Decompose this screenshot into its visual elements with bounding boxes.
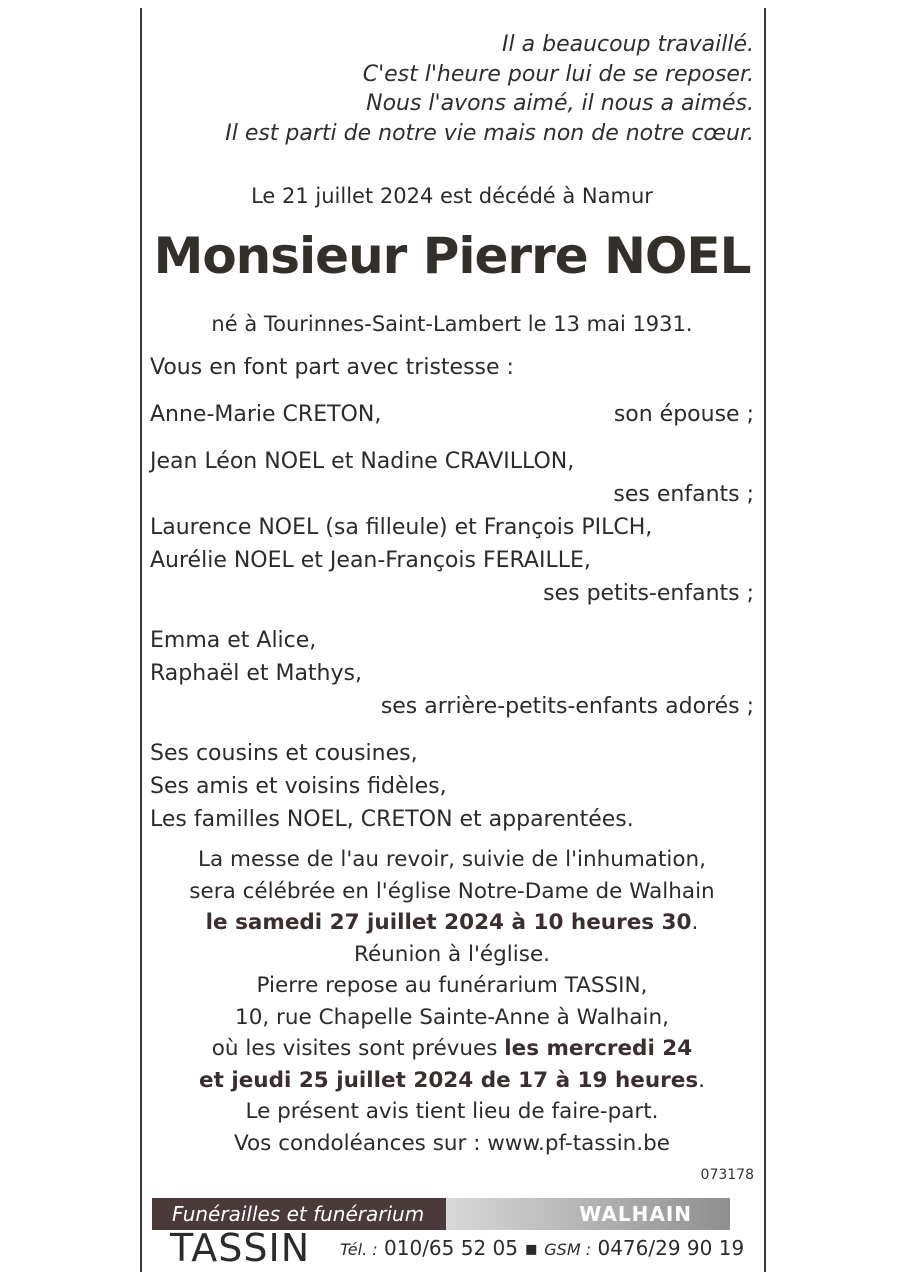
spouse-name: Anne-Marie CRETON,: [150, 402, 382, 427]
great-grandchildren-block: [150, 624, 754, 723]
ceremony-line: La messe de l'au revoir, suivie de l'inhumation,: [198, 847, 706, 872]
poem-line: Il est parti de notre vie mais non de notre cœur.: [225, 120, 754, 146]
deceased-name: Monsieur Pierre NOEL: [153, 227, 751, 285]
birth-info: né à Tourinnes-Saint-Lambert le 13 mai 1931.: [211, 312, 693, 336]
ceremony-info: [150, 844, 754, 1159]
visits-prefix: où les visites sont prévues: [211, 1036, 505, 1061]
banner-grey-band: [446, 1198, 730, 1230]
funeral-home-line: Pierre repose au funérarium TASSIN,: [256, 973, 648, 998]
other-relatives-block: [150, 737, 754, 836]
poem-line: Nous l'avons aimé, il nous a aimés.: [366, 91, 754, 116]
banner-contact: [340, 1236, 744, 1260]
tel-number: 010/65 52 05: [384, 1236, 518, 1260]
banner-city: WALHAIN: [579, 1202, 692, 1226]
relatives-line: Les familles NOEL, CRETON et apparentées.: [150, 807, 634, 832]
grandchildren-line: Aurélie NOEL et Jean-François FERAILLE,: [150, 548, 591, 573]
grandchildren-role: ses petits-enfants ;: [543, 581, 754, 606]
poem-line: C'est l'heure pour lui de se reposer.: [362, 61, 754, 87]
ceremony-line: sera célébrée en l'église Notre-Dame de Walhain: [189, 878, 715, 904]
grandchildren-line: Laurence NOEL (sa filleule) et François PILCH,: [150, 515, 653, 540]
ceremony-date-bold: le samedi 27 juillet 2024 à 10 heures 30: [205, 910, 692, 935]
relatives-line: Ses amis et voisins fidèles,: [150, 774, 447, 799]
notice-line: Le présent avis tient lieu de faire-part.: [245, 1099, 659, 1124]
visits-line: [150, 1033, 754, 1065]
banner-brand: TASSIN: [170, 1226, 311, 1270]
poem: [150, 30, 754, 148]
intro-line: Vous en font part avec tristesse :: [150, 355, 514, 380]
great-grandchildren-line: Raphaël et Mathys,: [150, 661, 362, 686]
address-line: 10, rue Chapelle Sainte-Anne à Walhain,: [235, 1004, 669, 1030]
children-role: ses enfants ;: [613, 482, 754, 507]
children-block: [150, 445, 754, 511]
grandchildren-block: [150, 511, 754, 610]
great-grandchildren-role: ses arrière-petits-enfants adorés ;: [380, 694, 754, 719]
death-announcement: Le 21 juillet 2024 est décédé à Namur: [251, 184, 653, 208]
left-border-line: [140, 8, 142, 1272]
condolences-line: Vos condoléances sur : www.pf-tassin.be: [233, 1130, 671, 1156]
funeral-home-banner: [150, 1198, 754, 1268]
separator-icon: ▪: [524, 1236, 538, 1260]
ceremony-date-end: .: [691, 910, 699, 935]
poem-line: Il a beaucoup travaillé.: [502, 32, 754, 57]
relatives-line: Ses cousins et cousines,: [150, 741, 418, 766]
great-grandchildren-line: Emma et Alice,: [150, 628, 317, 653]
gsm-number: 0476/29 90 19: [597, 1236, 745, 1260]
visits-bold: les mercredi 24: [504, 1036, 693, 1061]
gsm-label: GSM :: [544, 1240, 592, 1259]
obituary-notice: [150, 30, 754, 1270]
right-border-line: [764, 8, 766, 1272]
spouse-role: son épouse ;: [613, 402, 754, 427]
banner-tagline: Funérailles et funérarium: [172, 1202, 425, 1226]
ceremony-date: [150, 907, 754, 939]
children-names: Jean Léon NOEL et Nadine CRAVILLON,: [150, 449, 575, 474]
spouse-row: [150, 398, 754, 431]
tel-label: Tél. :: [340, 1240, 378, 1259]
reference-number: 073178: [700, 1167, 754, 1183]
visits-end: .: [698, 1067, 705, 1093]
visits-line-2: [150, 1065, 754, 1097]
meeting-line: Réunion à l'église.: [353, 941, 551, 967]
visits-bold: et jeudi 25 juillet 2024 de 17 à 19 heures: [199, 1067, 699, 1093]
